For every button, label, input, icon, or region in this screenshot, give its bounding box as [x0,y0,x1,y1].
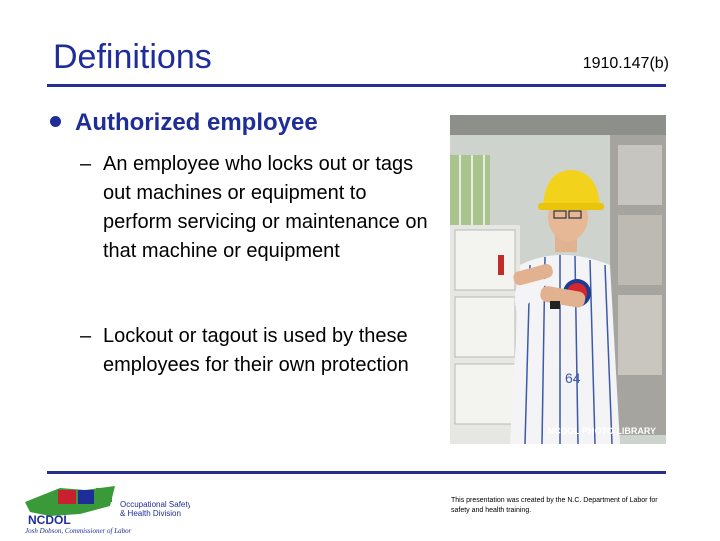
svg-text:NCDOL: NCDOL [28,513,71,527]
svg-text:& Health Division: & Health Division [120,509,181,518]
bullet-dot-icon [50,116,61,127]
slide-title: Definitions [53,38,212,76]
sub-item-definition [80,150,435,266]
dash-icon: – [80,325,92,347]
title-divider [47,84,666,87]
sub-item-text: Lockout or tagout is used by these employees for their own protection [103,325,409,376]
photo-credit: NCDOL PHOTO LIBRARY [547,426,656,436]
worker-photo [450,115,666,444]
bullet-authorized-employee [50,109,318,137]
svg-text:64: 64 [565,370,581,386]
footer-divider [47,471,666,474]
footer-note: This presentation was created by the N.C. Department of Labor for safety and health training. [451,497,658,514]
regulation-reference: 1910.147(b) [582,55,669,72]
commissioner-line: Josh Dobson, Commissioner of Labor [25,527,132,535]
svg-text:Occupational Safety: Occupational Safety [120,500,190,509]
dash-icon: – [80,153,92,175]
sub-item-protection [80,322,435,380]
sub-item-text: An employee who locks out or tags out machines or equipment to perform servicing or maintenance on that machine or equipment [103,153,428,262]
worker-photo-illustration [450,115,666,444]
bullet-term: Authorized employee [75,109,318,136]
